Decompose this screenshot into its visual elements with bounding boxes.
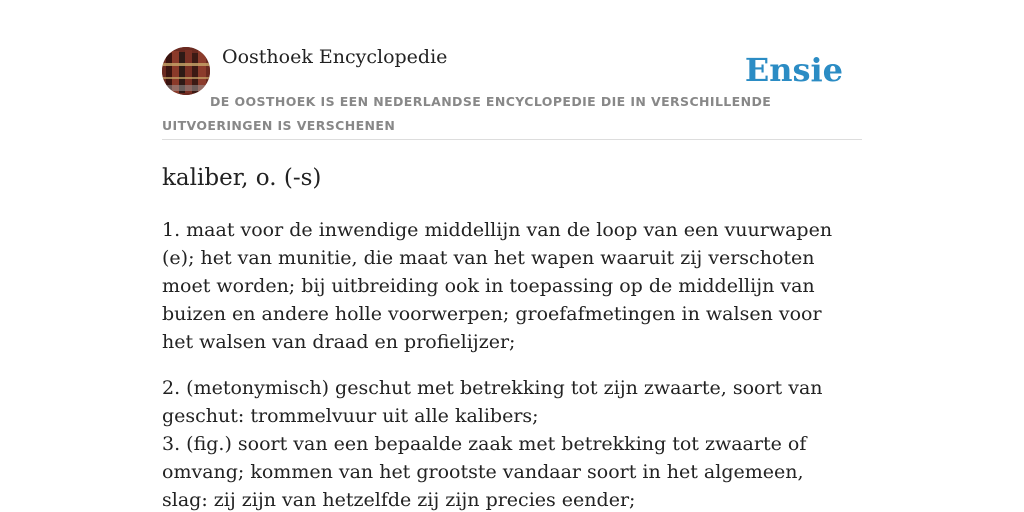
header-divider [162,139,862,140]
source-title[interactable]: Oosthoek Encyclopedie [222,46,448,68]
definition-3: 3. (fig.) soort van een bepaalde zaak met betrekking tot zwaarte of omvang; kommen van het grootste vandaar soort in het algemeen, slag: zij zijn van hetzelfde zij zijn precies eender; [162,433,807,511]
entry-definitions [162,216,852,512]
encyclopedia-books-icon[interactable] [162,47,210,95]
page [162,0,862,512]
source-tagline: DE OOSTHOEK IS EEN NEDERLANDSE ENCYCLOPEDIE DIE IN VERSCHILLENDE UITVOERINGEN IS VERSCHENEN [162,94,772,133]
entry-headword: kaliber, o. (-s) [162,165,322,191]
brand-logo[interactable]: Ensie [744,51,843,89]
definition-1: 1. maat voor de inwendige middellijn van de loop van een vuurwapen (e); het van munitie, die maat van het wapen waaruit zij verschoten moet worden; bij uitbreiding ook in toepassing op de middellijn van buizen en andere holle voorwerpen; groefafmetingen in walsen voor het walsen van draad en profielijzer; [162,219,833,353]
definition-2: 2. (metonymisch) geschut met betrekking tot zijn zwaarte, soort van geschut: trommelvuur uit alle kalibers; [162,377,823,427]
